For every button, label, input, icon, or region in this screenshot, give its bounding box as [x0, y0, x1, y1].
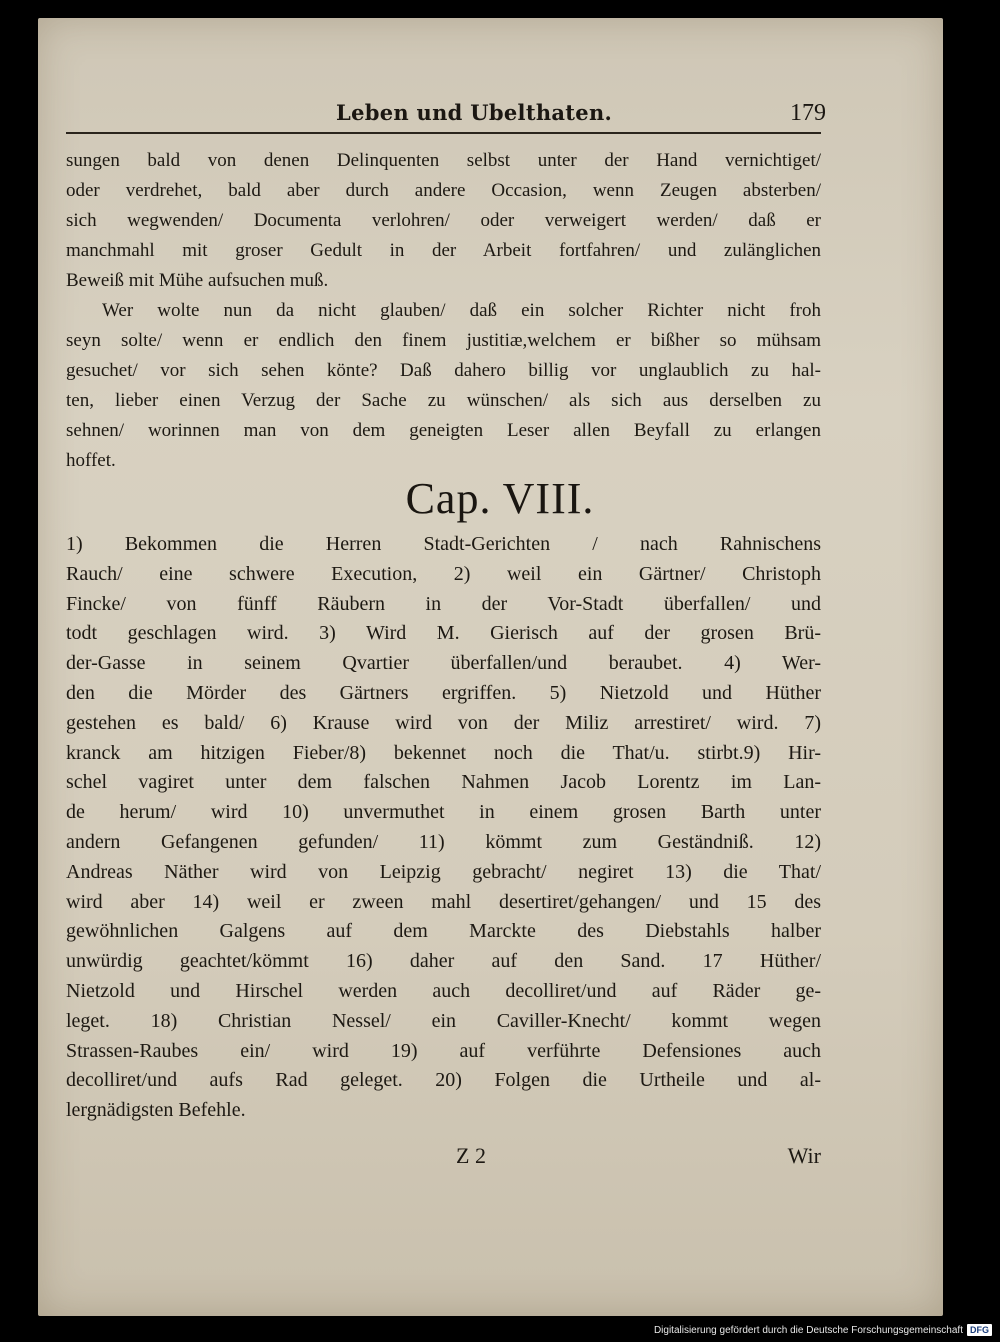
- summary-line: gestehen es bald/ 6) Krause wird von der Miliz arrestiret/ wird. 7): [66, 711, 821, 734]
- summary-line: 1) Bekommen die Herren Stadt-Gerichten / nach Rahnischens: [66, 533, 821, 555]
- text-line: oder verdrehet, bald aber durch andere Occasion, wenn Zeugen absterben/: [66, 180, 821, 201]
- chapter-summary: [66, 530, 821, 1126]
- text-line: hoffet.: [66, 450, 116, 471]
- page-foot: [66, 1143, 821, 1173]
- page-number: 179: [790, 100, 826, 126]
- summary-line: den die Mörder des Gärtners ergriffen. 5) Nietzold und Hüther: [66, 681, 821, 704]
- summary-line: schel vagiret unter dem falschen Nahmen Jacob Lorentz im Lan-: [66, 771, 821, 794]
- summary-line: decolliret/und aufs Rad geleget. 20) Folgen die Urtheile und al-: [66, 1069, 821, 1092]
- summary-line: andern Gefangenen gefunden/ 11) kömmt zum Geständniß. 12): [66, 830, 821, 853]
- text-line: gesuchet/ vor sich sehen könte? Daß dahero billig vor unglaublich zu hal-: [66, 360, 821, 381]
- running-title: Leben und Ubelthaten.: [336, 100, 613, 125]
- text-line: sungen bald von denen Delinquenten selbst unter der Hand vernichtiget/: [66, 150, 821, 171]
- summary-line: lergnädigsten Befehle.: [66, 1099, 246, 1122]
- page-header: [66, 100, 826, 130]
- text-line: ten, lieber einen Verzug der Sache zu wünschen/ als sich aus derselben zu: [66, 390, 821, 411]
- summary-line: Andreas Näther wird von Leipzig gebracht/ negiret 13) die That/: [66, 860, 821, 883]
- text-line: Beweiß mit Mühe aufsuchen muß.: [66, 270, 329, 291]
- text-line: manchmahl mit groser Gedult in der Arbeit fortfahren/ und zulänglichen: [66, 240, 821, 261]
- chapter-heading: Cap. VIII.: [405, 474, 595, 523]
- header-rule: [66, 132, 821, 134]
- dfg-logo: DFG: [967, 1324, 992, 1336]
- text-line: seyn solte/ wenn er endlich den finem justitiæ,welchem er bißher so mühsam: [66, 330, 821, 351]
- text-line: sehnen/ worinnen man von dem geneigten Leser allen Beyfall zu erlangen: [66, 420, 821, 441]
- credit-text: Digitalisierung gefördert durch die Deutsche Forschungsgemeinschaft: [653, 1324, 963, 1336]
- summary-line: kranck am hitzigen Fieber/8) bekennet noch die That/u. stirbt.9) Hir-: [66, 741, 821, 764]
- summary-line: de herum/ wird 10) unvermuthet in einem grosen Barth unter: [66, 801, 821, 824]
- summary-line: Strassen-Raubes ein/ wird 19) auf verführte Defensiones auch: [66, 1039, 821, 1062]
- summary-line: Nietzold und Hirschel werden auch decolliret/und auf Räder ge-: [66, 979, 821, 1002]
- text-line: sich wegwenden/ Documenta verlohren/ oder verweigert werden/ daß er: [66, 210, 821, 231]
- summary-line: der-Gasse in seinem Qvartier überfallen/und beraubet. 4) Wer-: [66, 652, 821, 675]
- digitization-credit: [654, 1324, 992, 1336]
- summary-line: Rauch/ eine schwere Execution, 2) weil ein Gärtner/ Christoph: [66, 562, 821, 585]
- summary-line: leget. 18) Christian Nessel/ ein Caviller-Knecht/ kommt wegen: [66, 1009, 821, 1032]
- summary-line: unwürdig geachtet/kömmt 16) daher auf den Sand. 17 Hüther/: [66, 950, 821, 973]
- summary-line: gewöhnlichen Galgens auf dem Marckte des Diebstahls halber: [66, 920, 821, 943]
- catchword: Wir: [787, 1143, 821, 1168]
- summary-line: todt geschlagen wird. 3) Wird M. Gierisch auf der grosen Brü-: [66, 622, 821, 645]
- body-text: [66, 146, 821, 476]
- summary-line: Fincke/ von fünff Räubern in der Vor-Stadt überfallen/ und: [66, 592, 821, 615]
- text-line: Wer wolte nun da nicht glauben/ daß ein solcher Richter nicht froh: [102, 300, 821, 321]
- signature-mark: Z 2: [456, 1143, 486, 1168]
- summary-line: wird aber 14) weil er zween mahl desertiret/gehangen/ und 15 des: [66, 890, 821, 913]
